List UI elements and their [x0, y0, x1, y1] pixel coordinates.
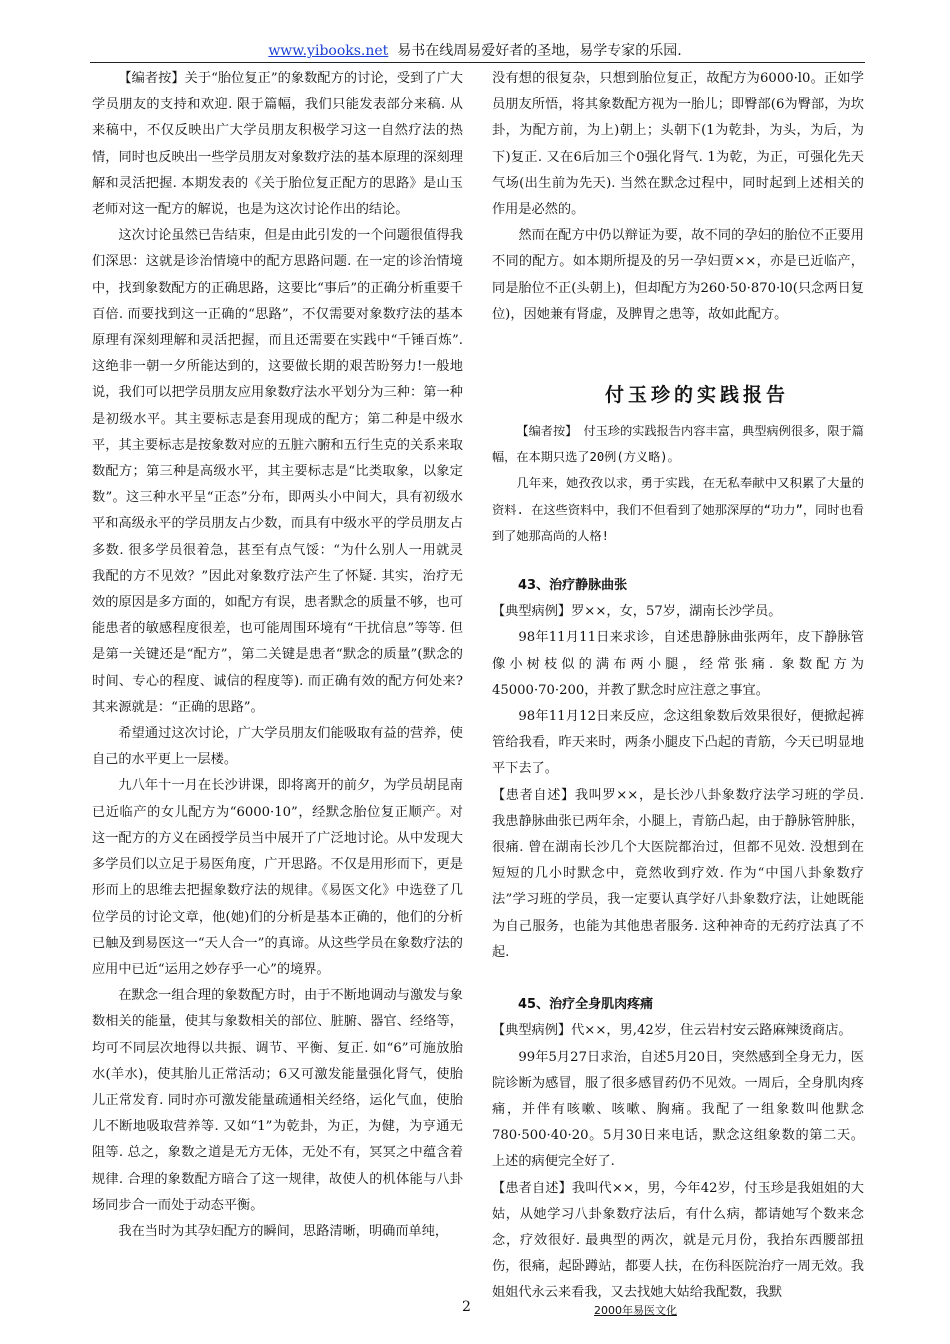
case-43-intro: 【典型病例】罗××，女，57岁，湖南长沙学员。	[492, 604, 782, 620]
discussion-paragraph: 这次讨论虽然已告结束，但是由此引发的一个问题很值得我们深思：这就是诊治情境中的配方思路问题. 在一定的诊治情境中，找到象数配方的正确思路，这要比“事后”的正确分析重要千百倍. 而要找到这一正确的“思路”，不仅需要对象数疗法的基本原理有深刻理解和灵活把握，而且还需要在实践中“千锤百炼”. 这绝非一朝一夕所能达到的，这要做长期的艰苦盼努力!一般地说，我们可以把学员朋友应用象数疗法水平划分为三种：第一种是初级水平。其主要标志是套用现成的配方；第二种是中级水平，其主要标志是按象数对应的五脏六腑和五行生克的关系来取数配方；第三种是高级水平，其主要标志是“比类取象，以象定数”。这三种水平呈“正态”分布，即两头小中间大，具有初级水平和高级永平的学员朋友占少数，而具有中级水平的学员朋友占多数. 很多学员很着急，甚至有点气馁：“为什么别人一用就灵我配的方不见效？”因此对象数疗法产生了怀疑. 其实，治疗无效的原因是多方面的，如配方有误，患者默念的质量不够，也可能患者的敏感程度很差，也可能周围环境有“干扰信息”等等. 但是第一关键还是“配方”，第二关键是患者“默念的质量”(默念的时间、专心的程度、诚信的程度等). 而正确有效的配方何处来?其来源就是：“正确的思路”。	[92, 228, 463, 715]
case-45-intro: 【典型病例】代××，男,42岁，住云岩村安云路麻辣烫商店。	[492, 1023, 852, 1039]
case-43-visit: 98年11月11日来求诊，自述患静脉曲张两年，皮下静脉管像小树枝似的满布两小腿，经常张痛. 象数配方为45000·70·200，并教了默念时应注意之事宜。	[492, 630, 864, 698]
case-43-result: 98年11月12日来反应，念这组象数后效果很好，便掀起裤管给我看，昨天来时，两条小腿皮下凸起的青筋，今天已明显地平下去了。	[492, 709, 864, 777]
editor-note-2-continued: 几年来，她孜孜以求，勇于实践，在无私奉献中又积累了大量的资料. 在这些资料中，我们不但看到了她那深厚的“功力”，同时也看到了她那高尚的人格!	[492, 476, 864, 543]
site-link[interactable]: www.yibooks.net	[268, 43, 389, 59]
case-45-heading: 45、治疗全身肌肉疼痛	[518, 997, 654, 1013]
page-header	[0, 42, 950, 60]
editor-note-2: 【编者按】 付玉珍的实践报告内容丰富，典型病例很多，限于篇幅，在本期只选了20例(方义略)。	[492, 424, 864, 465]
lecture-paragraph: 九八年十一月在长沙讲课，即将离开的前夕，为学员胡昆南已近临产的女儿配方为“6000·10”，经默念胎位复正顺产。对这一配方的方义在函授学员当中展开了广泛地讨论。从中发现大多学员们以立足于易医角度，广开思路。不仅是用形而下，更是形而上的思维去把握象数疗法的规律。《易医文化》中选登了几位学员的讨论文章，他(她)们的分析是基本正确的，他们的分析已触及到易医这一“天人合一”的真谛。从这些学员在象数疗法的应用中已近“运用之妙存乎一心”的境界。	[92, 778, 463, 977]
header-rule	[90, 62, 865, 63]
case-45-patient-statement: 【患者自述】我叫代××，男，今年42岁，付玉珍是我姐姐的大姑，从她学习八卦象数疗法后，有什么病，都请她写个数来念念，疗效很好. 最典型的两次，就是元月份，我抬东西腰部扭伤，很痛，起卧蹲站，都要人扶，在伤科医院治疗一周无效。我姐姐代永云来看我，又去找她大姑给我配数，我默	[492, 1180, 864, 1301]
case-43-heading: 43、治疗静脉曲张	[518, 578, 628, 594]
left-column	[92, 66, 463, 1245]
continued-paragraph: 没有想的很复杂，只想到胎位复正，故配方为6000·l0。正如学员朋友所悟，将其象数配方视为一胎儿；即臀部(6为臀部，为坎卦，为配方前，为上)朝上；头朝下(1为乾卦，为头，为后，为下)复正. 又在6后加三个0强化肾气. 1为乾，为正，可强化先天气场(出生前为先天). 当然在默念过程中，同时起到上述相关的作用是必然的。	[492, 71, 864, 218]
dialectic-paragraph: 然而在配方中仍以辩证为要，故不同的孕妇的胎位不正要用不同的配方。如本期所提及的另一孕妇贾××，亦是已近临产，同是胎位不正(头朝上)，但却配方为260·50·870·l0(只念两日复位)，因她兼有肾虚，及脾胃之患等，故如此配方。	[492, 228, 864, 322]
page-number: 2	[462, 1299, 471, 1315]
case-45-visit: 99年5月27日求治，自述5月20日，突然感到全身无力，医院诊断为感冒，服了很多感冒药仍不见效。一周后，全身肌肉疼痛，并伴有咳嗽、咳嗽、胸痛。我配了一组象数叫他默念780·500·40·20。5月30日来电话，默念这组象数的第二天。上述的病便完全好了.	[492, 1049, 864, 1170]
continuation-paragraph: 我在当时为其孕妇配方的瞬间，思路清晰，明确而单纯，	[118, 1223, 449, 1239]
header-tagline: 易书在线周易爱好者的圣地，易学专家的乐园.	[397, 43, 682, 59]
editor-note-paragraph: 【编者按】关于“胎位复正”的象数配方的讨论，受到了广大学员朋友的支持和欢迎. 限于篇幅，我们只能发表部分来稿. 从来稿中，不仅反映出广大学员朋友积极学习这一自然疗法的热情，同时也反映出一些学员朋友对象数疗法的基本原理的深刻理解和灵活把握. 本期发表的《关于胎位复正配方的思路》是山玉老师对这一配方的解说，也是为这次讨论作出的结论。	[92, 71, 463, 218]
article-title: 付玉珍的实践报告	[604, 384, 789, 407]
right-column	[492, 66, 864, 1307]
hope-paragraph: 希望通过这次讨论，广大学员朋友们能吸取有益的营养，使自己的水平更上一层楼。	[92, 726, 463, 768]
case-43-patient-statement: 【患者自述】我叫罗××，是长沙八卦象数疗法学习班的学员. 我患静脉曲张已两年余，小腿上，青筋凸起，由于静脉管肿胀，很痛. 曾在湖南长沙几个大医院都治过，但都不见效. 没想到在短短的几小时默念中，竟然收到疗效. 作为“中国八卦象数疗法”学习班的学员，我一定要认真学好八卦象数疗法，让她既能为自己服务，也能为其他患者服务. 这种神奇的无药疗法真了不起.	[492, 787, 864, 960]
footer-publication: 2000年易医文化	[594, 1304, 677, 1317]
principle-paragraph: 在默念一组合理的象数配方时，由于不断地调动与激发与象数相关的能量，使其与象数相关的部位、脏腑、器官、经络等，均可不同层次地得以共振、调节、平衡、复正. 如“6”可施放胎水(羊水)，使其胎儿正常活动；6又可激发能量强化肾气，使胎儿正常发育. 同时亦可激发能量疏通相关经络，运化气血，使胎儿不断地吸取营养等. 又如“1”为乾卦，为正，为健，为亨通无阻等. 总之，象数之道是无方无体，无处不有，冥冥之中蕴含着规律. 合理的象数配方暗合了这一规律，故使人的机体能与八卦场同步合一而处于动态平衡。	[92, 988, 463, 1213]
